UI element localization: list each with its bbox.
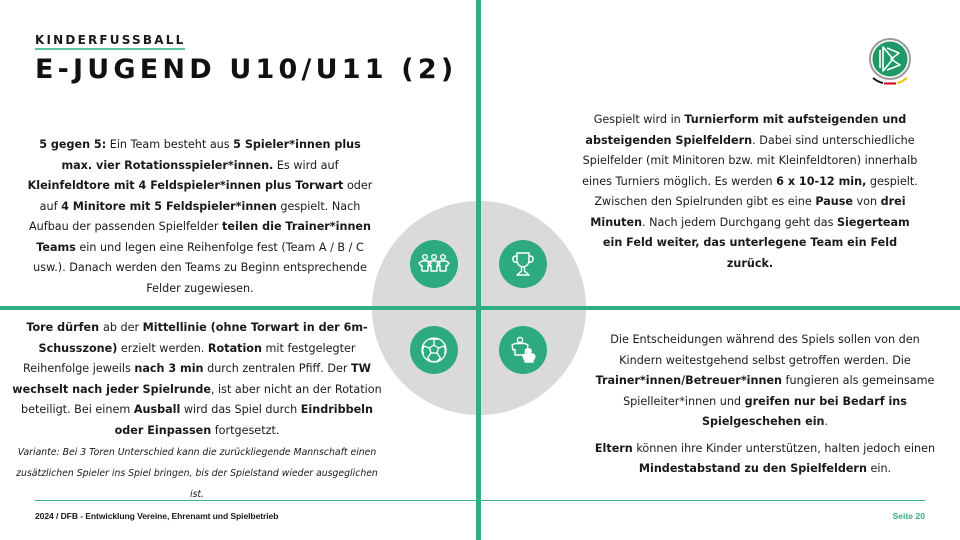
variant-note: Variante: Bei 3 Toren Unterschied kann die zurückliegende Mannschaft einen zusätzlichen Spieler ins Spiel bringen, bis der Spielstand wieder ausgeglichen ist. (16, 447, 378, 500)
quadrant-bottom-left-text: Tore dürfen ab der Mittellinie (ohne Torwart in der 6m-Schusszone) erzielt werden. Rotation mit festgelegter Reihenfolge jeweils nach 3 min durch zentralen Pfiff. Der TW wechselt nach jeder Spielrunde, ist aber nicht an der Rotation beteiligt. Bei einem Ausball wird das Spiel durch Eindribbeln oder Einpassen fortgesetzt. (12, 321, 382, 437)
section-kicker: KINDERFUSSBALL (35, 33, 185, 50)
team-players-icon (410, 240, 458, 288)
quadrant-bottom-right-text (590, 330, 940, 480)
quadrant-top-right-text: Gespielt wird in Turnierform mit aufsteigenden und absteigenden Spielfeldern. Dabei sind unterschiedliche Spielfelder (mit Minitoren bzw. mit Kleinfeldtoren) innerhalb eines Turniers möglich. Es werden 6 x 10-12 min, gespielt. Zwischen den Spielrunden gibt es eine Pause von drei Minuten. Nach jedem Durchgang geht das Siegerteam ein Feld weiter, das unterlegene Team ein Feld zurück. (582, 113, 918, 270)
footer-source: 2024 / DFB - Entwicklung Vereine, Ehrenamt und Spielbetrieb (35, 511, 279, 521)
paragraph: Eltern können ihre Kinder unterstützen, halten jedoch einen Mindestabstand zu den Spielfeldern ein. (594, 441, 936, 475)
quadrant-top-left-text: 5 gegen 5: Ein Team besteht aus 5 Spieler*innen plus max. vier Rotationsspieler*innen. Es wird auf Kleinfeldtore mit 4 Feldspieler*innen plus Torwart oder auf 4 Minitore mit 5 Feldspieler*innen gespielt. Nach Aufbau der passenden Spielfelder teilen die Trainer*innen Teams ein und legen eine Reihenfolge fest (Team A / B / C usw.). Danach werden den Teams zu Beginn entsprechende Felder zugewiesen. (27, 138, 373, 295)
coach-with-child-icon (499, 326, 547, 374)
trophy-icon (499, 240, 547, 288)
paragraph: Die Entscheidungen während des Spiels sollen von den Kindern weitestgehend selbst getroffen werden. Die Trainer*innen/Betreuer*innen fungieren als gemeinsame Spielleiter*innen und greifen nur bei Bedarf ins Spielgeschehen ein. (595, 333, 935, 428)
horizontal-divider (0, 306, 960, 310)
page-number: Seite 20 (892, 511, 925, 521)
footer-divider (35, 500, 925, 501)
page-title: E-JUGEND U10/U11 (2) (35, 54, 458, 85)
vertical-divider (476, 0, 481, 540)
dfb-logo-icon (869, 38, 911, 88)
soccer-ball-icon (410, 326, 458, 374)
